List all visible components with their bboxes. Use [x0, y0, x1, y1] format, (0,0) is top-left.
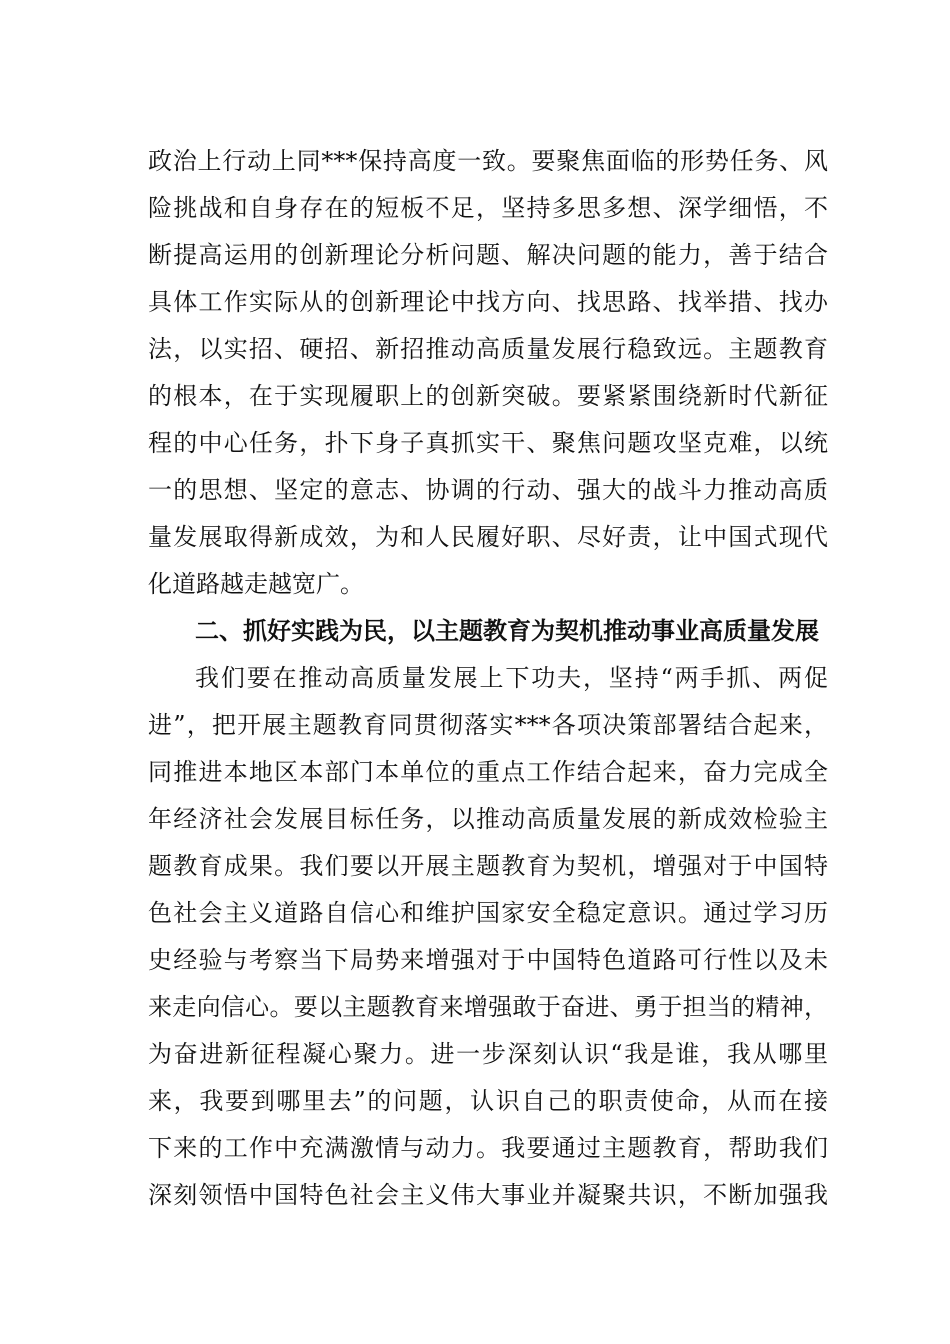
text-line: 险挑战和自身存在的短板不足，坚持多思多想、深学细悟，不 — [148, 194, 828, 222]
text-line: 年经济社会发展目标任务，以推动高质量发展的新成效检验主 — [148, 805, 828, 833]
text-line: 程的中心任务，扑下身子真抓实干、聚焦问题攻坚克难，以统 — [148, 429, 828, 457]
text-line: 断提高运用的创新理论分析问题、解决问题的能力，善于结合 — [148, 241, 828, 269]
text-line: 量发展取得新成效，为和人民履好职、尽好责，让中国式现代 — [148, 523, 828, 551]
text-line: 来，我要到哪里去”的问题，认识自己的职责使命，从而在接 — [148, 1087, 828, 1115]
text-line: 史经验与考察当下局势来增强对于中国特色道路可行性以及未 — [148, 946, 828, 974]
text-line: 色社会主义道路自信心和维护国家安全稳定意识。通过学习历 — [148, 899, 828, 927]
text-line: 一的思想、坚定的意志、协调的行动、强大的战斗力推动高质 — [148, 476, 828, 504]
text-line: 政治上行动上同***保持高度一致。要聚焦面临的形势任务、风 — [148, 147, 828, 175]
section-heading: 二、抓好实践为民，以主题教育为契机推动事业高质量发展 — [195, 617, 819, 645]
text-line: 来走向信心。要以主题教育来增强敢于奋进、勇于担当的精神， — [148, 993, 828, 1021]
text-line: 法，以实招、硬招、新招推动高质量发展行稳致远。主题教育 — [148, 335, 828, 363]
text-line: 为奋进新征程凝心聚力。进一步深刻认识“我是谁，我从哪里 — [148, 1040, 828, 1068]
text-line: 题教育成果。我们要以开展主题教育为契机，增强对于中国特 — [148, 852, 828, 880]
text-line: 的根本，在于实现履职上的创新突破。要紧紧围绕新时代新征 — [148, 382, 828, 410]
text-line: 同推进本地区本部门本单位的重点工作结合起来，奋力完成全 — [148, 758, 828, 786]
text-line: 具体工作实际从的创新理论中找方向、找思路、找举措、找办 — [148, 288, 828, 316]
text-line: 深刻领悟中国特色社会主义伟大事业并凝聚共识，不断加强我 — [148, 1181, 828, 1209]
text-line: 进”，把开展主题教育同贯彻落实***各项决策部署结合起来， — [148, 711, 828, 739]
text-line: 下来的工作中充满激情与动力。我要通过主题教育，帮助我们 — [148, 1134, 828, 1162]
text-line: 我们要在推动高质量发展上下功夫，坚持“两手抓、两促 — [195, 664, 828, 692]
text-line: 化道路越走越宽广。 — [148, 570, 364, 598]
